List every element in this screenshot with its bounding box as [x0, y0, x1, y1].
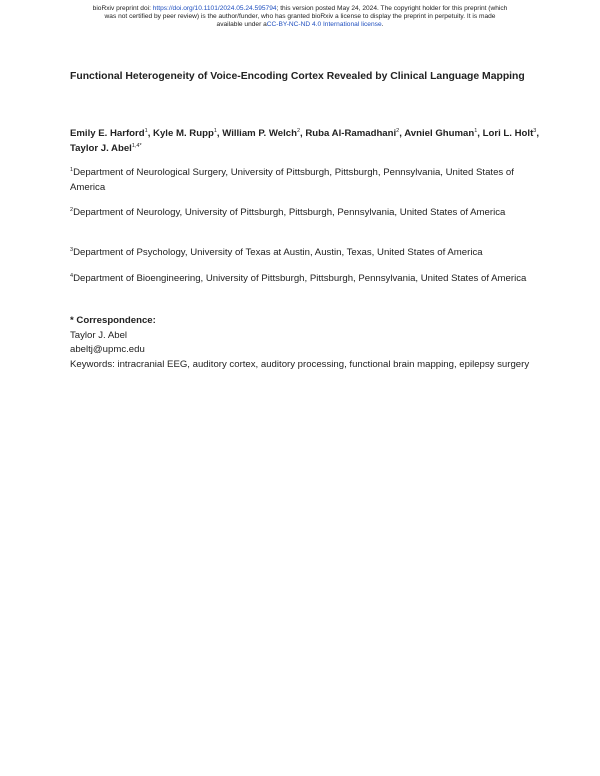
affiliation-2: $^2$Department of Neurology, University of Pittsburgh, Pittsburgh, Pennsylvania, United States of America — [70, 207, 506, 218]
author: William P. Welch$^2$ — [222, 128, 301, 139]
author: Ruba Al-Ramadhani$^2$ — [305, 128, 400, 139]
author: Taylor J. Abel$^{1,4*}$ — [70, 142, 142, 154]
affiliation-4: $^4$Department of Bioengineering, University of Pittsburgh, Pittsburgh, Pennsylvania, United States of America — [70, 273, 527, 284]
correspondence-block — [70, 314, 540, 372]
preprint-header — [40, 5, 560, 30]
correspondence-heading: * Correspondence: — [70, 315, 156, 326]
correspondence-email[interactable]: abeltj@upmc.edu — [70, 344, 145, 355]
author-list: Emily E. Harford$^1$, Kyle M. Rupp$^1$, William P. Welch$^2$, Ruba Al-Ramadhani$^2$, Avniel Ghuman$^1$, Lori L. Holt$^3$, Taylor J. Abel$^{1,4*}$ — [70, 128, 539, 154]
header-line-2: was not certified by peer review) is the author/funder, who has granted bioRxiv a license to display the preprint in perpetuity. It is made — [104, 13, 496, 21]
author: Emily E. Harford$^1$ — [70, 128, 148, 139]
header-line-3: available under aCC-BY-NC-ND 4.0 International license. — [216, 21, 384, 29]
paper-title: Functional Heterogeneity of Voice-Encoding Cortex Revealed by Clinical Language Mapping — [70, 71, 525, 82]
affiliation-1: $^1$Department of Neurological Surgery, University of Pittsburgh, Pittsburgh, Pennsylvania, United States of America — [70, 167, 514, 193]
keywords: Keywords: intracranial EEG, auditory cortex, auditory processing, functional brain mapping, epilepsy surgery — [70, 358, 530, 370]
author: Lori L. Holt$^3$ — [482, 128, 537, 139]
affiliation-3: $^3$Department of Psychology, University of Texas at Austin, Austin, Texas, United States of America — [70, 247, 483, 258]
license-link[interactable]: CC-BY-NC-ND 4.0 International license — [266, 21, 382, 29]
doi-link[interactable]: https://doi.org/10.1101/2024.05.24.595794 — [152, 5, 277, 12]
correspondence-name: Taylor J. Abel — [70, 329, 128, 341]
author: Kyle M. Rupp$^1$ — [153, 128, 217, 139]
header-line-1: bioRxiv preprint doi: https://doi.org/10.1101/2024.05.24.595794; this version posted May 24, 2024. The copyright holder for this preprint (which — [92, 5, 508, 12]
author: Avniel Ghuman$^1$ — [404, 128, 478, 139]
